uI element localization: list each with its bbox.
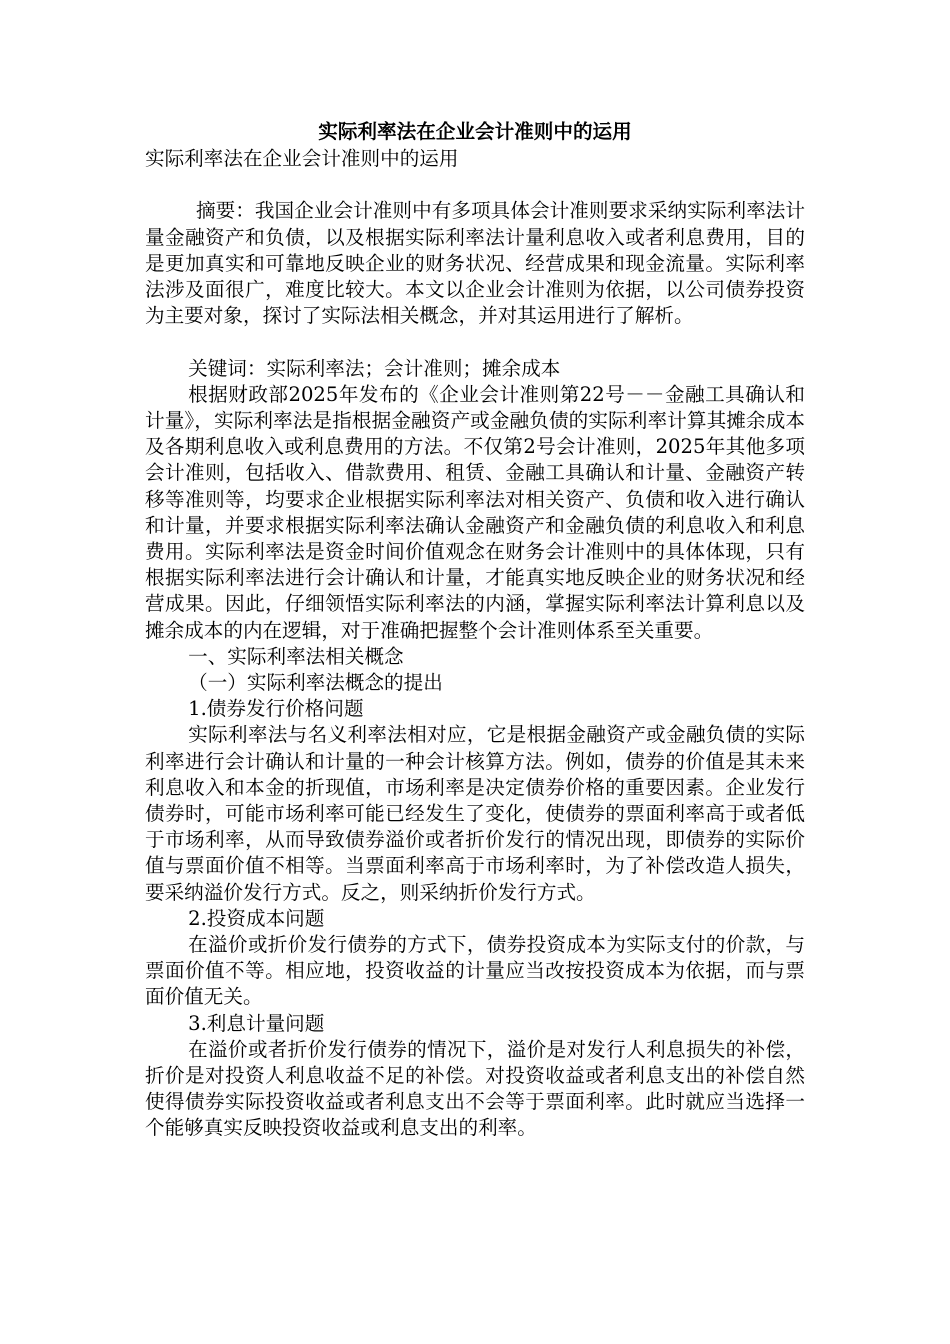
document-subtitle: 实际利率法在企业会计准则中的运用 xyxy=(145,147,459,170)
document-page xyxy=(145,118,805,1142)
keywords-line: 关键词：实际利率法；会计准则；摊余成本 xyxy=(188,356,561,380)
item-paragraph-2: 在溢价或折价发行债券的方式下，债券投资成本为实际支付的价款，与票面价值不等。相应地，投资收益的计量应当改按投资成本为依据，而与票面价值无关。 xyxy=(145,933,805,1009)
item-paragraph-1: 实际利率法与名义利率法相对应，它是根据金融资产或金融负债的实际利率进行会计确认和计量的一种会计核算方法。例如，债券的价值是其未来利息收入和本金的折现值，市场利率是决定债券价格的重要因素。企业发行债券时，可能市场利率可能已经发生了变化，使债券的票面利率高于或者低于市场利率，从而导致债券溢价或者折价发行的情况出现，即债券的实际价值与票面价值不相等。当票面利率高于市场利率时，为了补偿改造人损失，要采纳溢价发行方式。反之，则采纳折价发行方式。 xyxy=(145,723,805,904)
blank-line xyxy=(145,172,805,198)
section-heading: 一、实际利率法相关概念 xyxy=(188,644,404,668)
item-heading-3: 3.利息计量问题 xyxy=(188,1011,325,1035)
item-paragraph-3: 在溢价或者折价发行债券的情况下，溢价是对发行人利息损失的补偿，折价是对投资人利息收益不足的补偿。对投资收益或者利息支出的补偿自然使得债券实际投资收益或者利息支出不会等于票面利率。此时就应当选择一个能够真实反映投资收益或利息支出的利率。 xyxy=(145,1037,805,1140)
item-heading-1: 1.债券发行价格问题 xyxy=(188,697,364,721)
blank-line xyxy=(145,329,805,355)
abstract-paragraph: 摘要：我国企业会计准则中有多项具体会计准则要求采纳实际利率法计量金融资产和负债，以及根据实际利率法计量利息收入或者利息费用，目的是更加真实和可靠地反映企业的财务状况、经营成果和现金流量。实际利率法涉及面很广，难度比较大。本文以企业会计准则为依据，以公司债券投资为主要对象，探讨了实际法相关概念，并对其运用进行了解析。 xyxy=(145,199,805,328)
subsection-heading: （一）实际利率法概念的提出 xyxy=(188,671,443,695)
document-title: 实际利率法在企业会计准则中的运用 xyxy=(318,120,632,143)
intro-paragraph: 根据财政部2025年发布的《企业会计准则第22号－－金融工具确认和计量》，实际利率法是指根据金融资产或金融负债的实际利率计算其摊余成本及各期利息收入或利息费用的方法。不仅第2号会计准则，2025年其他多项会计准则，包括收入、借款费用、租赁、金融工具确认和计量、金融资产转移等准则等，均要求企业根据实际利率法对相关资产、负债和收入进行确认和计量，并要求根据实际利率法确认金融资产和金融负债的利息收入和利息费用。实际利率法是资金时间价值观念在财务会计准则中的具体体现，只有根据实际利率法进行会计确认和计量，才能真实地反映企业的财务状况和经营成果。因此，仔细领悟实际利率法的内涵，掌握实际利率法计算利息以及摊余成本的内在逻辑，对于准确把握整个会计准则体系至关重要。 xyxy=(145,382,805,642)
item-heading-2: 2.投资成本问题 xyxy=(188,906,325,930)
